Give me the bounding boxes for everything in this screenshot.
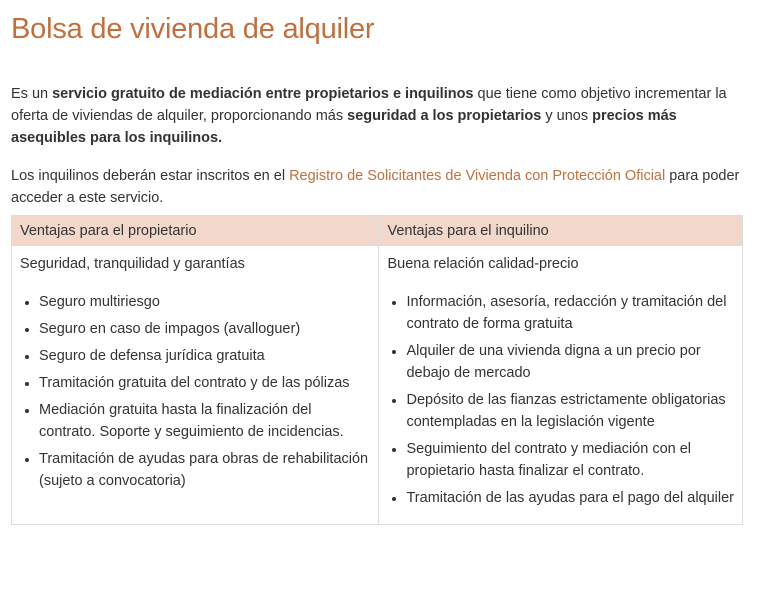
list-item: • Seguimiento del contrato y mediación con el propietario hasta finalizar el contrato. [406, 438, 734, 482]
header-owner: Ventajas para el propietario [12, 216, 379, 246]
list-item: • Tramitación gratuita del contrato y de las pólizas [39, 372, 370, 394]
intro-bold-text: precios más asequibles para los inquilinos. [11, 108, 677, 146]
page-content [0, 0, 759, 209]
owner-lead: Seguridad, tranquilidad y garantías [20, 256, 245, 272]
requirements-paragraph [11, 165, 746, 209]
requirements-text: Los inquilinos deberán estar inscritos en el [11, 168, 290, 184]
list-item: • Tramitación de ayudas para obras de rehabilitación (sujeto a convocatoria) [39, 448, 370, 492]
advantages-table [11, 215, 743, 525]
list-item: • Seguro en caso de impagos (avalloguer) [39, 318, 370, 340]
list-item: • Seguro multiriesgo [39, 291, 370, 313]
list-item: • Seguro de defensa jurídica gratuita [39, 345, 370, 367]
intro-text: y unos [541, 108, 593, 124]
intro-paragraph [11, 83, 746, 149]
page-title: Bolsa de vivienda de alquiler [11, 13, 375, 45]
list-item: • Depósito de las fianzas estrictamente obligatorias contempladas en la legislación vigente [406, 389, 734, 433]
owner-list [20, 291, 370, 492]
tenant-list [387, 291, 734, 509]
list-item: • Alquiler de una vivienda digna a un precio por debajo de mercado [406, 340, 734, 384]
table-row [12, 246, 743, 525]
table-header-row [12, 216, 743, 246]
owner-cell [12, 246, 379, 525]
registry-link[interactable]: Registro de Solicitantes de Vivienda con Protección Oficial [289, 168, 666, 184]
intro-bold-text: seguridad a los propietarios [347, 108, 542, 124]
list-item: • Mediación gratuita hasta la finalización del contrato. Soporte y seguimiento de incidencias. [39, 399, 370, 443]
intro-text: que tiene como objetivo incrementar la oferta de viviendas de alquiler, proporcionando más [11, 86, 727, 124]
intro-text: Es un [11, 86, 53, 102]
list-item: • Tramitación de las ayudas para el pago del alquiler [406, 487, 734, 509]
tenant-cell [379, 246, 743, 525]
requirements-text: para poder acceder a este servicio. [11, 168, 740, 206]
header-tenant: Ventajas para el inquilino [379, 216, 743, 246]
intro-bold-text: servicio gratuito de mediación entre propietarios e inquilinos [52, 86, 474, 102]
list-item: • Información, asesoría, redacción y tramitación del contrato de forma gratuita [406, 291, 734, 335]
tenant-lead: Buena relación calidad-precio [387, 256, 579, 272]
